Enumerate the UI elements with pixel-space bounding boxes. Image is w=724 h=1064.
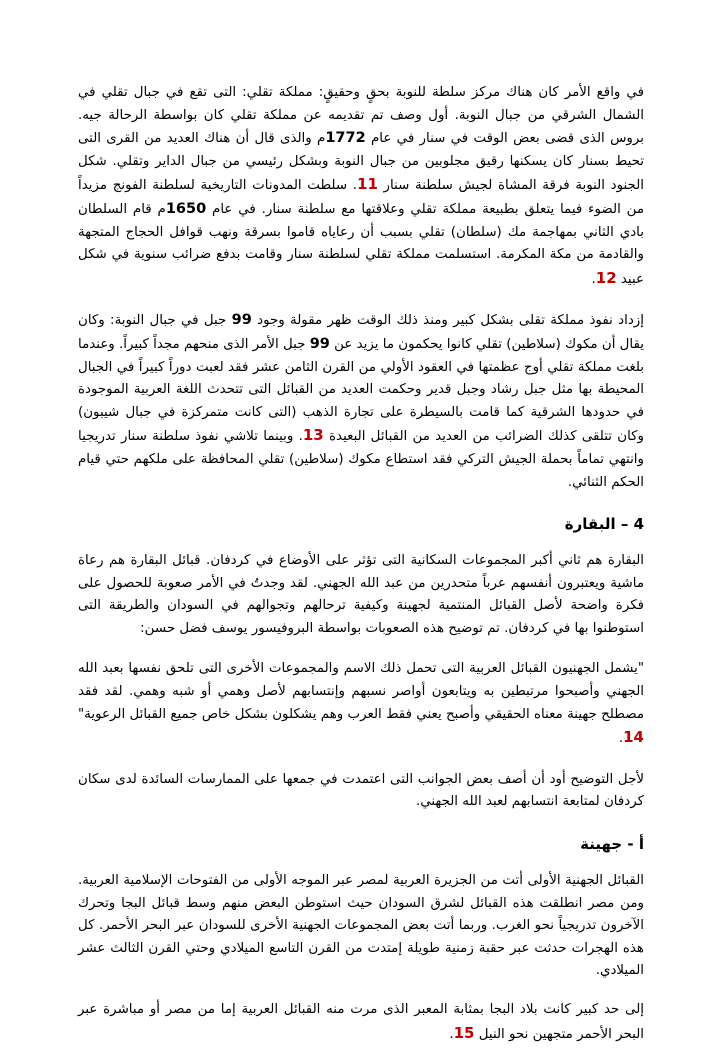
text-run: . سلطت المدونات التاريخية لسلطنة الفونج مزيداً من الضوء فيما يتعلق بطبيعة مملكة تقلي وعلاقتها مع سلطنة سنار. في عام [78,178,645,217]
footnote-reference: 12 [595,268,617,287]
text-run: . [591,271,596,287]
text-run: إزداد نفوذ مملكة تقلى بشكل كبير ومنذ ذلك الوقت ظهر مقولة وجود [251,313,644,329]
footnote-reference: 11 [357,175,378,194]
count-number: 99 [309,335,330,352]
footnote-reference: 14 [623,728,644,747]
document-page [78,82,644,1064]
text-run: جبل الأمر الذى منحهم مجداً كبيراً. وعندما بلغت مملكة تقلي أوج عظمتها في العقود الأولي من القرن الثامن عشر فقد لعبت دوراً كبيراً في الجبال المحيطة بها مثل جبل رشاد وجبل قدير وحكمت العديد من القبائل التى تتحدث اللغة العربية الموجودة في حدودها الشرقية كما قامت بالسيطرة على تجارة الذهب (التى كانت متمركزة في جبال شيبون) وكان تتلقى كذلك الضرائب من العديد من القبائل البعيدة [78,336,645,445]
quotation-paragraph [78,658,644,750]
text-run: . وبينما تلاشي نفوذ سلطنة سنار تدريجيا وانتهي تماماً بحملة الجيش التركي فقد استطاع مكوك (سلاطين) تقلي المحافظة على ملكهم حتي قيام الحكم الثنائي. [78,429,644,490]
footnote-reference: 15 [453,1023,475,1042]
text-run: جبل في جبال النوبة: وكان يقال أن مكوك (سلاطين) تقلي كانوا يحكمون ما يزيد عن [78,313,644,352]
year-number: 1772 [325,130,366,147]
text-run: في واقع الأمر كان هناك مركز سلطة للنوبة بحقٍ وحقيقٍ: مملكة تقلي: التى تقع في جبال تقلي في الشمال الشرقي من جبال النوبة. أول وصف تم تقديمه عن مملكة تقلي كان بواسطة الرحالة جيه. بروس الذى قضى بعض الوقت في سنار في عام [78,85,644,147]
paragraph-baggara-intro: البقارة هم ثاني أكبر المجموعات السكانية التى تؤثر على الأوضاع في كردفان. قبائل البقارة هم رعاة ماشية ويعتبرون أنفسهم عرباً متحدرين من عبد الله الجهني. لقد وجدتُ في الأمر صعوبة للحصول على فكرة واضحة لأصل القبائل المنتمية لجهينة وكيفية ترحالهم وتجوالهم في السودان والطريقة التى استوطنوا بها في كردفان. تم توضيح هذه الصعوبات بواسطة البروفيسور يوسف فضل حسن: [78,553,644,636]
text-run: إلى حد كبير كانت بلاد البجا بمثابة المعبر الذى مرت منه القبائل العربية إما من مصر أو مباشرة عبر البحر الأحمر متجهين نحو النيل [78,1002,644,1042]
quote-text: "يشمل الجهنيون القبائل العربية التى تحمل ذلك الاسم والمجموعات الأخرى التى تلحق نفسها بعبد الله الجهني وأصبحوا مرتبطين به ويتابعون أواصر نسبهم وإنتسابهم لأصل وهمي أو شبه وهمي. لقد فقد مصطلح جهينة معناه الحقيقي وأصبح يعني فقط العرب وهم يشكلون بشكل خاص جميع القبائل الرعوية" [78,661,644,722]
section-heading-juhayna: أ - جهينة [580,835,644,854]
paragraph-tegali-kingdom [78,82,644,291]
paragraph-beja-crossing [78,999,644,1046]
count-number: 99 [231,312,252,329]
text-run: م والذى قال أن هناك العديد من القرى التى تحيط بسنار كان يسكنها رقيق مجلوبين من جبال النوبة وبشكل رئيسي من جبال الداير وتقلي. شكل الجنود النوبة فرقة المشاة لجيش سلطنة سنار [78,131,645,194]
text-run: . [618,731,624,747]
footnote-reference: 13 [302,426,324,445]
section-heading-baggara: 4 – البقارة [564,515,644,534]
paragraph-clarification: لأجل التوضيح أود أن أصف بعض الجوانب التى اعتمدت في جمعها على الممارسات السائدة لدى سكان كردفان لمتابعة انتسابهم لعبد الله الجهني. [78,771,644,810]
text-run: . [449,1026,454,1042]
year-number: 1650 [165,200,207,217]
paragraph-tegali-influence [78,309,644,494]
paragraph-juhayna-migration: القبائل الجهنية الأولى أتت من الجزيرة العربية لمصر عبر الموجه الأولى من الفتوحات الإسلامية العربية. ومن مصر انطلقت هذه القبائل لشرق السودان حيث استوطن البعض منهم وسط قبائل البجا وتحرك الآخرون تدريجياً نحو الغرب. وربما أتت بعض المجموعات الجهنية الأخرى للسودان عبر البحر الأحمر. كل هذه الهجرات حدثت عبر حقبة زمنية طويلة إمتدت من القرن التاسع الميلادي وحتي القرن الثالث عشر الميلادي. [78,873,644,979]
text-run: م قام السلطان بادي الثاني بمهاجمة مك (سلطان) تقلي بسبب أن رعاياه قاموا بسرقة ونهب قوافل الحجاج المتجهة والقادمة من مكة المكرمة. استسلمت مملكة تقلي لسلطنة سنار وقامت بدفع ضرائب سنوية في شكل عبيد [78,201,644,287]
